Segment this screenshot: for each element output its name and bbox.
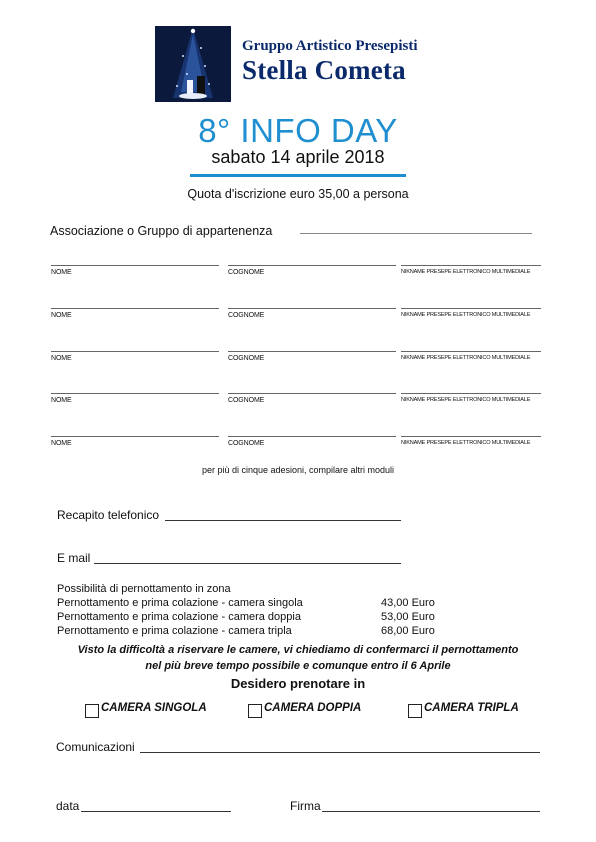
nickname-field[interactable]: [401, 393, 541, 394]
stay-option-price: 43,00 Euro: [381, 597, 435, 609]
stay-intro: Possibilità di pernottamento in zona: [57, 583, 231, 595]
email-field[interactable]: [94, 563, 401, 564]
nickname-field[interactable]: [401, 308, 541, 309]
signature-label: Firma: [290, 799, 321, 813]
nome-field[interactable]: [51, 351, 219, 352]
nome-label: NOME: [51, 440, 72, 447]
nome-field[interactable]: [51, 265, 219, 266]
stay-option-label: Pernottamento e prima colazione - camera singola: [57, 597, 303, 609]
stay-option-price: 53,00 Euro: [381, 611, 435, 623]
nickname-field[interactable]: [401, 436, 541, 437]
phone-label: Recapito telefonico: [57, 508, 160, 522]
comunicazioni-label: Comunicazioni: [56, 740, 135, 754]
comunicazioni-field[interactable]: [140, 752, 540, 753]
cognome-field[interactable]: [228, 436, 396, 437]
singola-checkbox[interactable]: [85, 704, 99, 718]
more-participants-note: per più di cinque adesioni, compilare altri moduli: [201, 465, 395, 475]
logo-image: [155, 26, 231, 102]
nome-field[interactable]: [51, 308, 219, 309]
date-field[interactable]: [81, 811, 231, 812]
event-title: 8° INFO DAY: [198, 112, 398, 149]
association-field[interactable]: [300, 233, 532, 234]
stay-option-price: 68,00 Euro: [381, 625, 435, 637]
doppia-checkbox[interactable]: [248, 704, 262, 718]
nickname-field[interactable]: [401, 265, 541, 266]
nome-field[interactable]: [51, 393, 219, 394]
org-name: Stella Cometa: [242, 55, 406, 85]
cognome-field[interactable]: [228, 351, 396, 352]
tripla-checkbox[interactable]: [408, 704, 422, 718]
nickname-label: NIKNAME PRESEPE ELETTRONICO MULTIMEDIALE: [401, 269, 531, 275]
registration-fee: Quota d'iscrizione euro 35,00 a persona: [187, 187, 409, 201]
nome-label: NOME: [51, 312, 72, 319]
nome-label: NOME: [51, 355, 72, 362]
singola-label: CAMERA SINGOLA: [101, 702, 207, 714]
cognome-label: COGNOME: [228, 440, 265, 447]
phone-field[interactable]: [165, 520, 401, 521]
cognome-field[interactable]: [228, 393, 396, 394]
nome-label: NOME: [51, 397, 72, 404]
title-divider: [190, 174, 406, 177]
nome-field[interactable]: [51, 436, 219, 437]
cognome-field[interactable]: [228, 265, 396, 266]
booking-warning-line: nel più breve tempo possibile e comunque entro il 6 Aprile: [145, 660, 451, 672]
nickname-label: NIKNAME PRESEPE ELETTRONICO MULTIMEDIALE: [401, 355, 531, 361]
nickname-label: NIKNAME PRESEPE ELETTRONICO MULTIMEDIALE: [401, 440, 531, 446]
stay-option-label: Pernottamento e prima colazione - camera tripla: [57, 625, 292, 637]
nickname-label: NIKNAME PRESEPE ELETTRONICO MULTIMEDIALE: [401, 312, 531, 318]
doppia-label: CAMERA DOPPIA: [264, 702, 362, 714]
nickname-label: NIKNAME PRESEPE ELETTRONICO MULTIMEDIALE: [401, 397, 531, 403]
signature-field[interactable]: [322, 811, 540, 812]
nome-label: NOME: [51, 269, 72, 276]
org-subtitle: Gruppo Artistico Presepisti: [242, 38, 418, 54]
stay-option-label: Pernottamento e prima colazione - camera doppia: [57, 611, 301, 623]
date-label: data: [56, 799, 80, 813]
cognome-label: COGNOME: [228, 312, 265, 319]
booking-heading: Desidero prenotare in: [230, 676, 366, 691]
event-date: sabato 14 aprile 2018: [211, 147, 385, 167]
booking-warning-line: Visto la difficoltà a riservare le camere, vi chiediamo di confermarci il pernottamento: [77, 644, 519, 656]
cognome-label: COGNOME: [228, 397, 265, 404]
nickname-field[interactable]: [401, 351, 541, 352]
association-label: Associazione o Gruppo di appartenenza: [50, 224, 273, 238]
booking-warning: [0, 642, 596, 674]
cognome-label: COGNOME: [228, 355, 265, 362]
cognome-label: COGNOME: [228, 269, 265, 276]
cognome-field[interactable]: [228, 308, 396, 309]
tripla-label: CAMERA TRIPLA: [424, 702, 519, 714]
email-label: E mail: [57, 551, 91, 565]
